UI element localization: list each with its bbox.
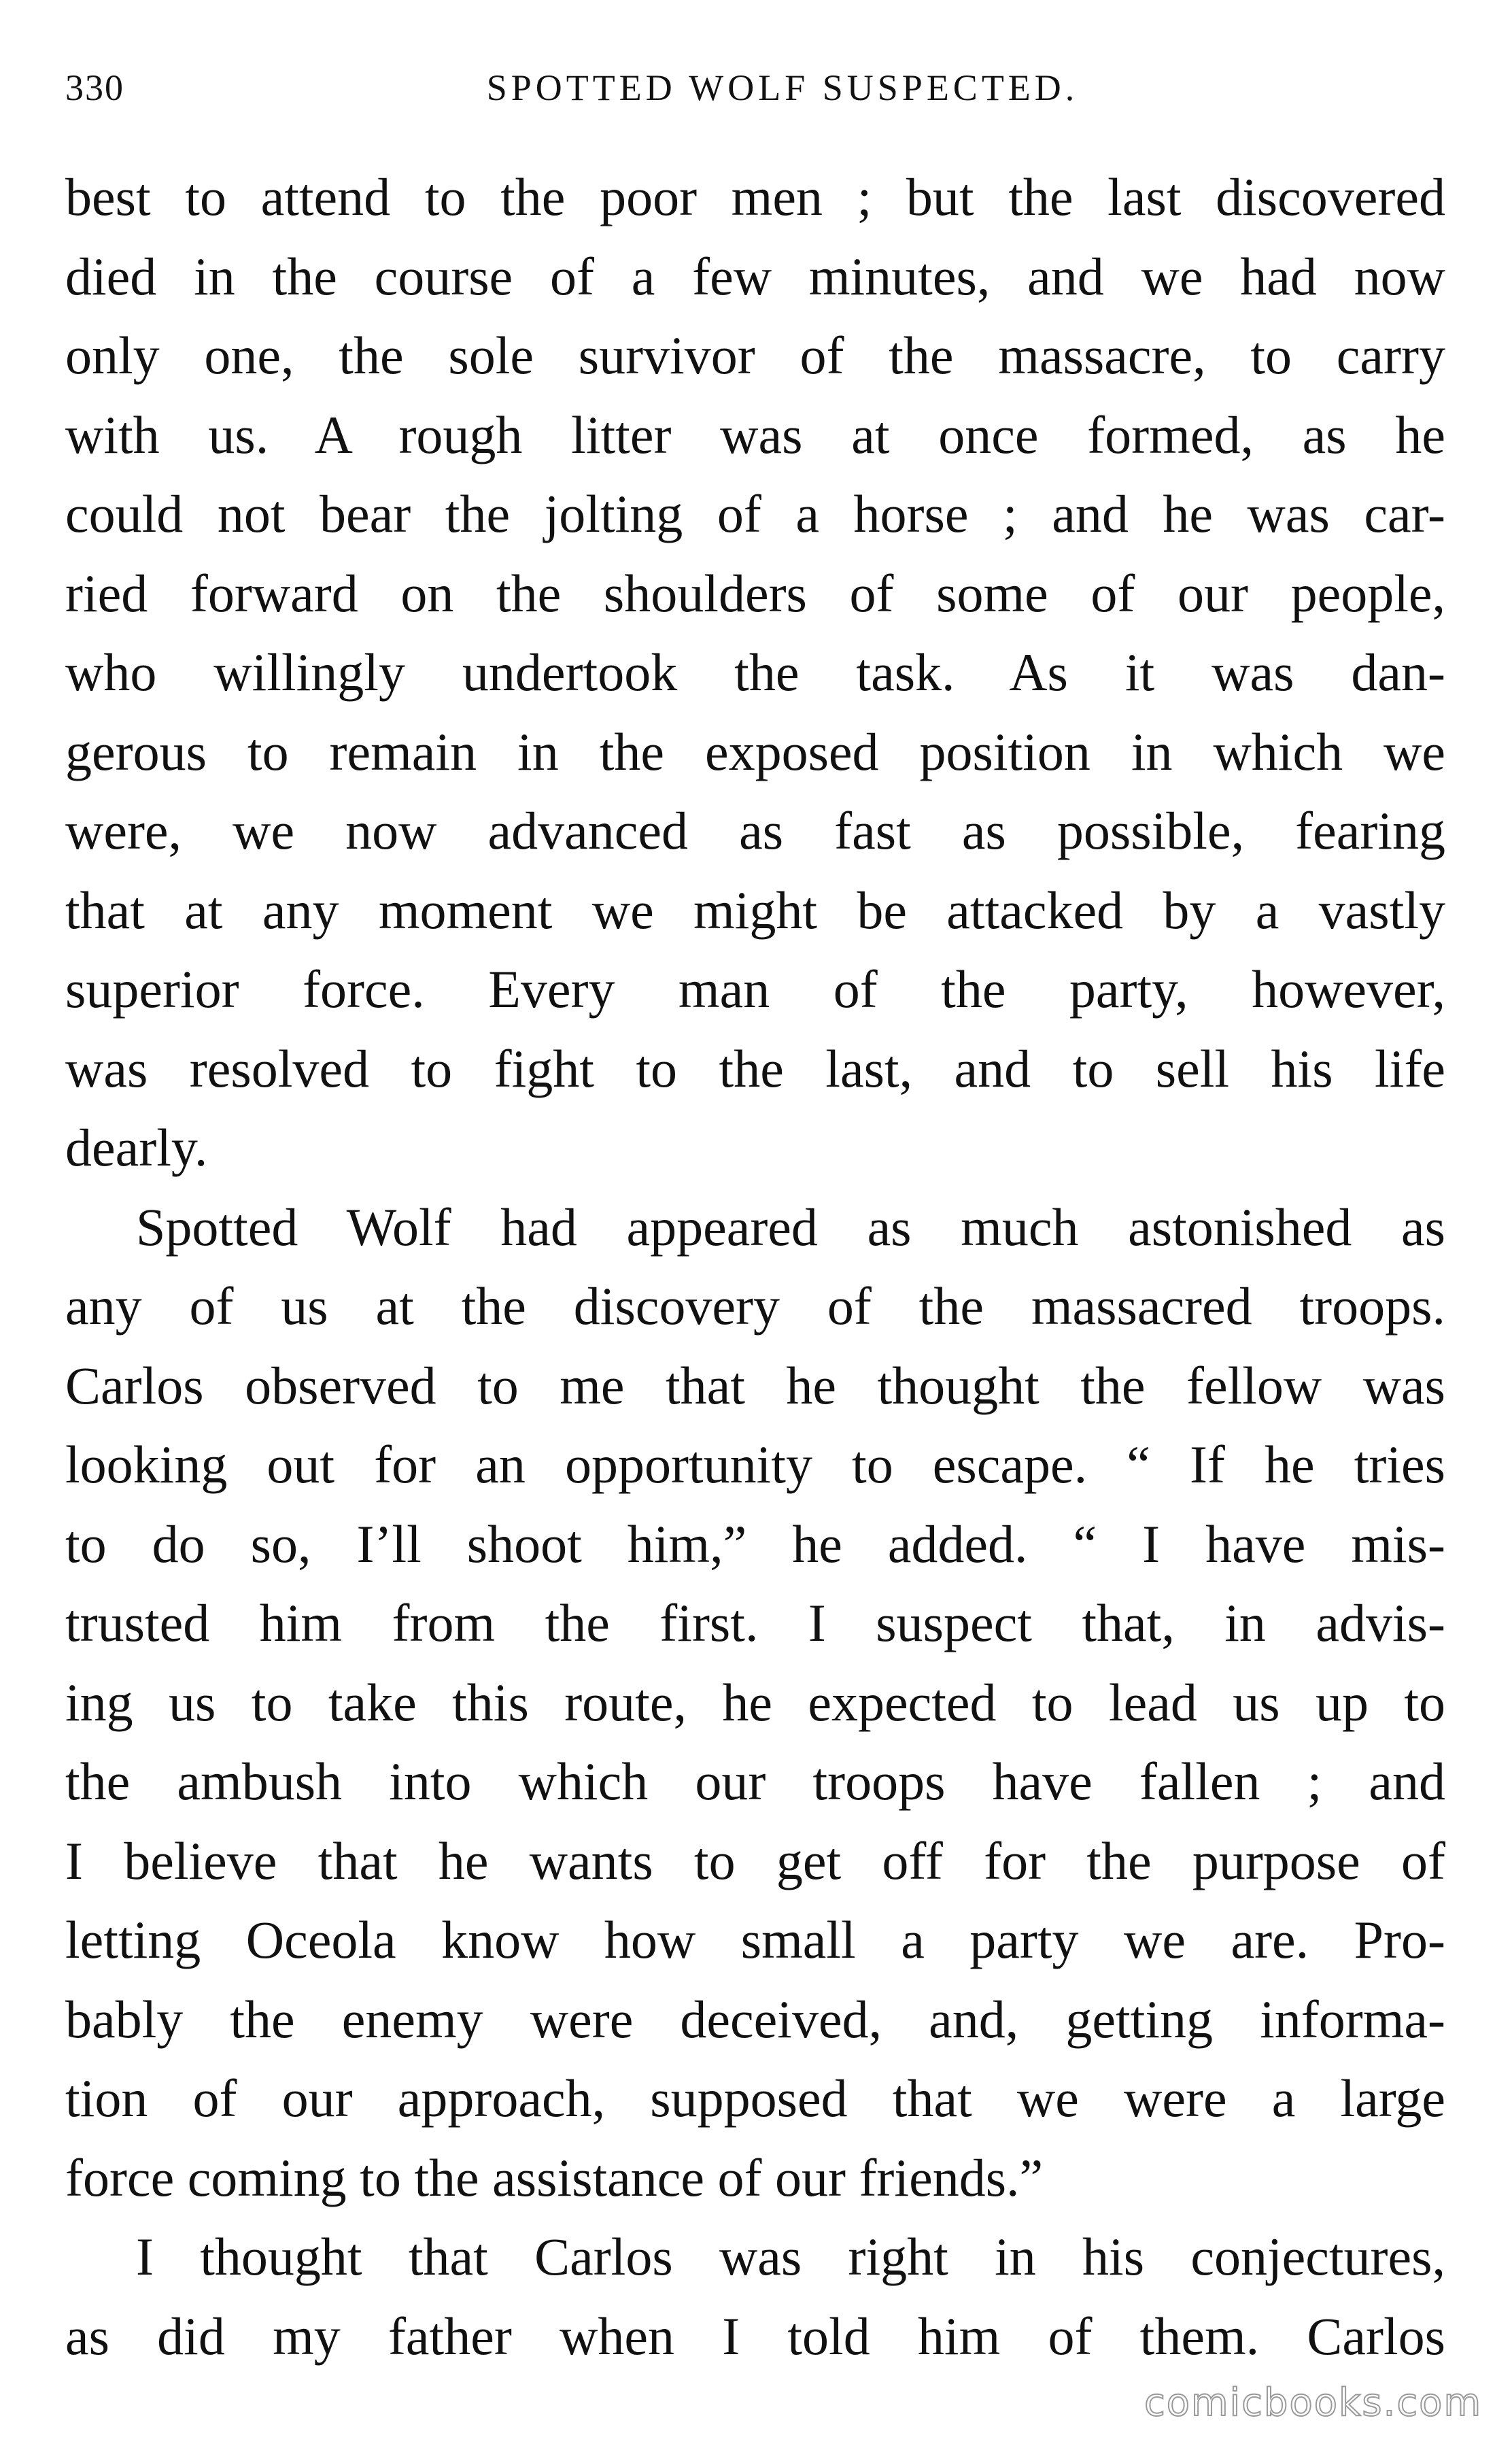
- text-line: superior force. Every man of the party, however,: [65, 959, 1445, 1019]
- text-line: Spotted Wolf had appeared as much astonished as: [136, 1197, 1445, 1257]
- text-line: I believe that he wants to get off for the purpose of: [65, 1831, 1445, 1890]
- text-line: could not bear the jolting of a horse ; and he was car-: [65, 484, 1445, 543]
- text-line: Carlos observed to me that he thought the fellow was: [65, 1355, 1445, 1415]
- text-line: dearly.: [65, 1118, 208, 1177]
- text-line: bably the enemy were deceived, and, getting informa-: [65, 1989, 1445, 2049]
- text-line: only one, the sole survivor of the massacre, to carry: [65, 326, 1445, 385]
- text-line: best to attend to the poor men ; but the last discovered: [65, 167, 1445, 226]
- text-line: to do so, I’ll shoot him,” he added. “ I have mis-: [65, 1514, 1445, 1574]
- running-head: SPOTTED WOLF SUSPECTED.: [486, 67, 1079, 108]
- text-line: force coming to the assistance of our friends.”: [65, 2147, 1044, 2207]
- text-line: was resolved to fight to the last, and to sell his life: [65, 1038, 1445, 1098]
- text-line: the ambush into which our troops have fallen ; and: [65, 1752, 1445, 1811]
- watermark-logo: comicbooks.com: [1144, 2381, 1482, 2425]
- text-line: gerous to remain in the exposed position in which we: [65, 721, 1445, 781]
- text-line: were, we now advanced as fast as possible, fearing: [65, 801, 1445, 860]
- body-text: [65, 158, 1445, 2376]
- text-line: looking out for an opportunity to escape. “ If he tries: [65, 1435, 1445, 1494]
- text-line: I thought that Carlos was right in his conjectures,: [136, 2227, 1445, 2286]
- text-line: tion of our approach, supposed that we were a large: [65, 2069, 1445, 2128]
- text-line: as did my father when I told him of them. Carlos: [65, 2306, 1445, 2366]
- text-line: ried forward on the shoulders of some of our people,: [65, 563, 1445, 623]
- text-line: any of us at the discovery of the massacred troops.: [65, 1276, 1445, 1336]
- text-line: that at any moment we might be attacked by a vastly: [65, 880, 1445, 940]
- page-number: 330: [65, 67, 124, 108]
- page-header: [65, 67, 1445, 121]
- text-line: letting Oceola know how small a party we are. Pro-: [65, 1910, 1445, 1969]
- text-line: trusted him from the first. I suspect that, in advis-: [65, 1593, 1445, 1652]
- text-line: ing us to take this route, he expected to lead us up to: [65, 1672, 1445, 1732]
- text-line: with us. A rough litter was at once formed, as he: [65, 405, 1445, 464]
- text-line: died in the course of a few minutes, and we had now: [65, 246, 1445, 306]
- text-line: who willingly undertook the task. As it was dan-: [65, 643, 1445, 702]
